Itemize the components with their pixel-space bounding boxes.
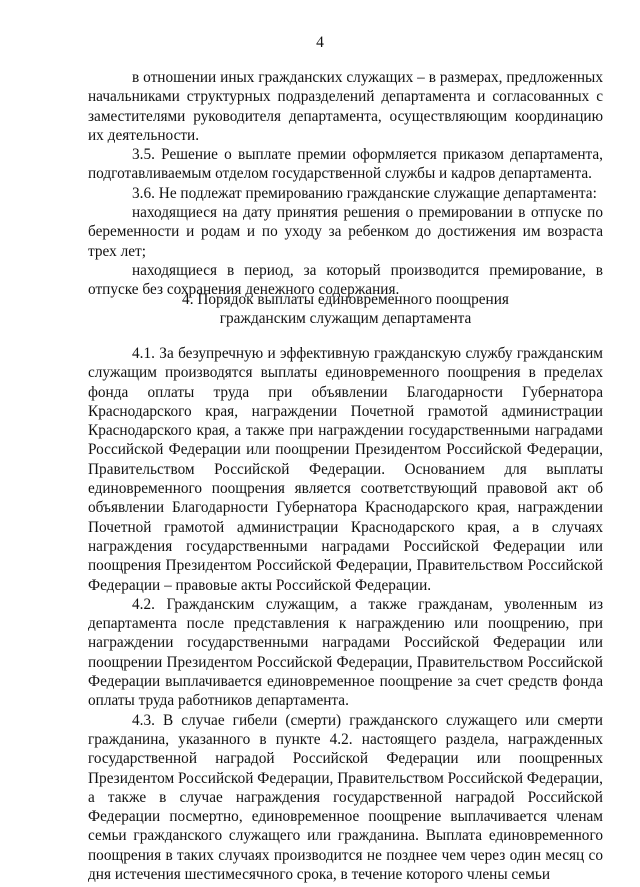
section-heading-line2: гражданским служащим департамента bbox=[219, 310, 472, 328]
paragraph: находящиеся на дату принятия решения о премировании в отпуске по беременности и родам и по уходу за ребенком до достижения им возраста трех лет; bbox=[88, 204, 603, 260]
page-number: 4 bbox=[316, 34, 324, 51]
paragraph: находящиеся в период, за который производится премирование, в отпуске без сохранения денежного содержания. bbox=[88, 261, 603, 299]
paragraph: в отношении иных гражданских служащих – в размерах, предложенных начальниками структурных подразделений департамента и согласованных с заместителями руководителя департамента, осуществляющим координацию их деятельности. bbox=[88, 69, 603, 144]
paragraph: 4.1. За безупречную и эффективную гражданскую службу гражданским служащим производятся выплаты единовременного поощрения в пределах фонда оплаты труда при объявлении Благодарности Губернатора Краснодарского края, награждении Почетной грамотой администрации Краснодарского края, а также при награждении государственными наградами Российской Федерации или поощрении Президентом Российской Федерации, Правительством Российской Федерации. Основанием для выплаты единовременного поощрения является соответствующий правовой акт об объявлении Благодарности Губернатора Краснодарского края, награждении Почетной грамотой администрации Краснодарского края, а в случаях награждения государственными наградами Российской Федерации или поощрения Президентом Российской Федерации, Правительством Российской Федерации – правовые акты Российской Федерации. bbox=[88, 345, 603, 594]
paragraph: 4.2. Гражданским служащим, а также гражданам, уволенным из департамента после представления к награждению или поощрению, при награждении государственными наградами Российской Федерации или поощрении Президентом Российской Федерации, Правительством Российской Федерации выплачивается единовременное поощрение за счет средств фонда оплаты труда работников департамента. bbox=[88, 595, 603, 710]
paragraph: 4.3. В случае гибели (смерти) гражданского служащего или смерти гражданина, указанного в пункте 4.2. настоящего раздела, награжденных государственной наградой Российской Федерации или поощренных Президентом Российской Федерации, Правительством Российской Федерации, а также в случае награждения государственной наградой Российской Федерации посмертно, единовременное поощрение выплачивается членам семьи гражданского служащего или гражданина. Выплата единовременного поощрения в таких случаях производится не позднее чем через один месяц со дня истечения шестимесячного срока, в течение которого члены семьи bbox=[88, 711, 603, 884]
paragraph: 3.5. Решение о выплате премии оформляется приказом департамента, подготавливаемым отделом государственной службы и кадров департамента. bbox=[88, 146, 603, 183]
section-3-continuation bbox=[88, 68, 603, 300]
section-4-body bbox=[88, 344, 603, 884]
section-heading-line1: 4. Порядок выплаты единовременного поощрения bbox=[182, 291, 509, 308]
paragraph: 3.6. Не подлежат премированию гражданские служащие департамента: bbox=[132, 184, 597, 202]
section-heading bbox=[88, 290, 603, 329]
